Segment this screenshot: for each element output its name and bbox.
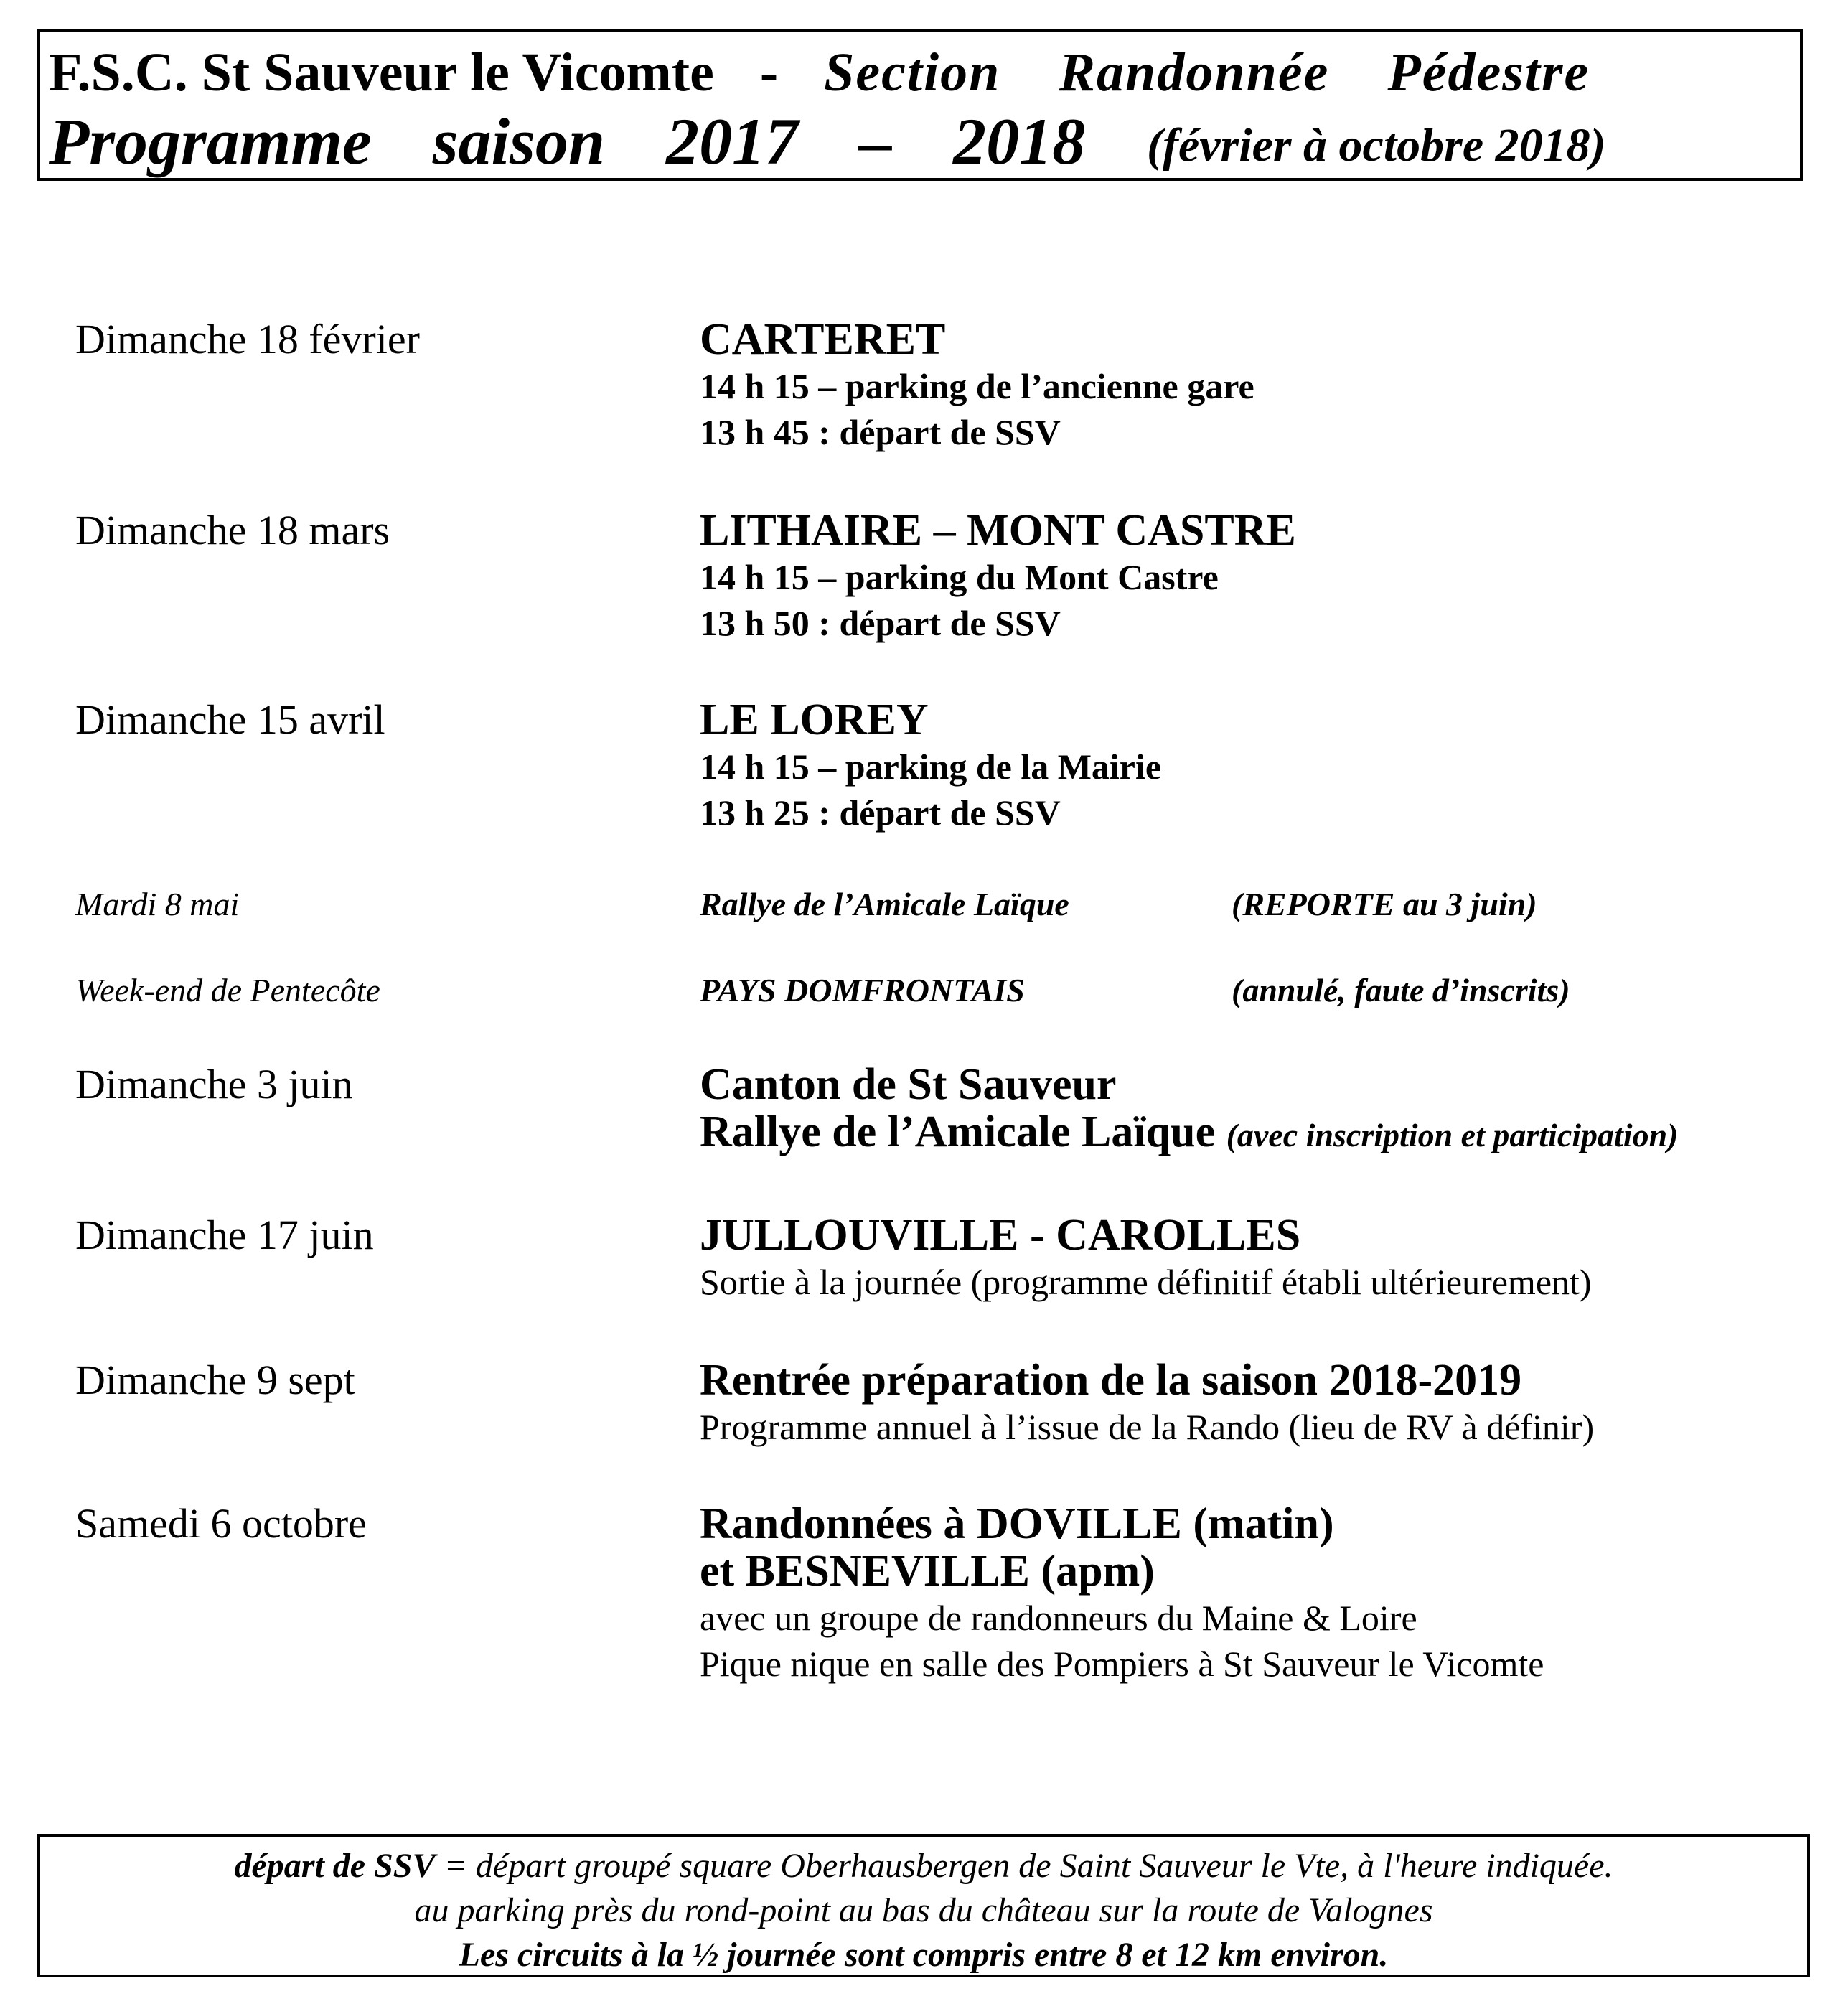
event-title: CARTERET	[700, 315, 946, 364]
event-meeting-point: 14 h 15 – parking de l’ancienne gare	[700, 366, 1254, 406]
footer-line-distance: Les circuits à la ½ journée sont compris entre 8 et 12 km environ.	[459, 1936, 1389, 1974]
programme-period: (février à octobre 2018)	[1147, 119, 1606, 172]
event-detail	[700, 1061, 1679, 1159]
event-title: PAYS DOMFRONTAIS	[700, 972, 1025, 1008]
event-date: Mardi 8 mai	[75, 886, 240, 922]
event-meeting-point: 14 h 15 – parking de la Mairie	[700, 746, 1162, 787]
event-title: Rentrée préparation de la saison 2018-2019	[700, 1356, 1522, 1405]
footer-line-location: au parking près du rond-point au bas du château sur la route de Valognes	[414, 1891, 1433, 1929]
event-meeting-point: 14 h 15 – parking du Mont Castre	[700, 557, 1219, 597]
event-date: Dimanche 18 mars	[75, 507, 390, 553]
event-date: Samedi 6 octobre	[75, 1500, 367, 1547]
organization-name: F.S.C. St Sauveur le Vicomte	[49, 42, 714, 103]
event-status: (REPORTE au 3 juin)	[1232, 886, 1537, 922]
event-detail	[700, 1357, 1594, 1450]
footer-line-definition	[40, 1844, 1807, 1888]
event-note: (avec inscription et participation)	[1226, 1117, 1679, 1153]
event-title: LE LOREY	[700, 696, 929, 744]
event-description: avec un groupe de randonneurs du Maine & Loire	[700, 1598, 1417, 1638]
event-date: Dimanche 18 février	[75, 316, 420, 362]
header-box	[37, 29, 1803, 181]
event-subtitle: Rallye de l’Amicale Laïque	[700, 1107, 1216, 1156]
event-detail	[700, 1500, 1544, 1687]
event-title: Canton de St Sauveur	[700, 1060, 1117, 1109]
event-description: Sortie à la journée (programme définitif établi ultérieurement)	[700, 1262, 1592, 1302]
event-departure: 13 h 25 : départ de SSV	[700, 792, 1061, 833]
event-status: (annulé, faute d’inscrits)	[1232, 972, 1570, 1008]
header-title-line	[49, 40, 1590, 105]
section-name: Section Randonnée Pédestre	[824, 42, 1590, 103]
event-detail	[700, 316, 1254, 455]
event-title: Rallye de l’Amicale Laïque	[700, 886, 1069, 922]
event-date: Dimanche 15 avril	[75, 696, 385, 743]
event-detail	[700, 696, 1161, 835]
header-separator: -	[759, 42, 779, 103]
event-title: LITHAIRE – MONT CASTRE	[700, 506, 1296, 555]
event-departure: 13 h 50 : départ de SSV	[700, 603, 1061, 643]
event-title: Randonnées à DOVILLE (matin)	[700, 1499, 1334, 1548]
event-departure: 13 h 45 : départ de SSV	[700, 412, 1061, 452]
event-date: Week-end de Pentecôte	[75, 972, 380, 1008]
event-detail	[700, 1212, 1592, 1305]
event-title: JULLOUVILLE - CAROLLES	[700, 1211, 1301, 1260]
header-programme-line	[49, 105, 1606, 178]
event-subtitle-line	[700, 1108, 1679, 1159]
event-description: Programme annuel à l’issue de la Rando (lieu de RV à définir)	[700, 1407, 1595, 1447]
footer-definition: = départ groupé square Oberhausbergen de Saint Sauveur le Vte, à l'heure indiquée.	[435, 1847, 1613, 1885]
event-date: Dimanche 9 sept	[75, 1357, 355, 1403]
event-date: Dimanche 17 juin	[75, 1212, 374, 1258]
event-description: Pique nique en salle des Pompiers à St Sauveur le Vicomte	[700, 1644, 1544, 1684]
footer-term: départ de SSV	[234, 1847, 436, 1885]
event-title-continued: et BESNEVILLE (apm)	[700, 1547, 1155, 1596]
programme-title: Programme saison 2017 – 2018	[49, 105, 1086, 178]
event-detail	[700, 507, 1296, 646]
event-date: Dimanche 3 juin	[75, 1061, 353, 1107]
footer-notes-box	[37, 1834, 1810, 1977]
